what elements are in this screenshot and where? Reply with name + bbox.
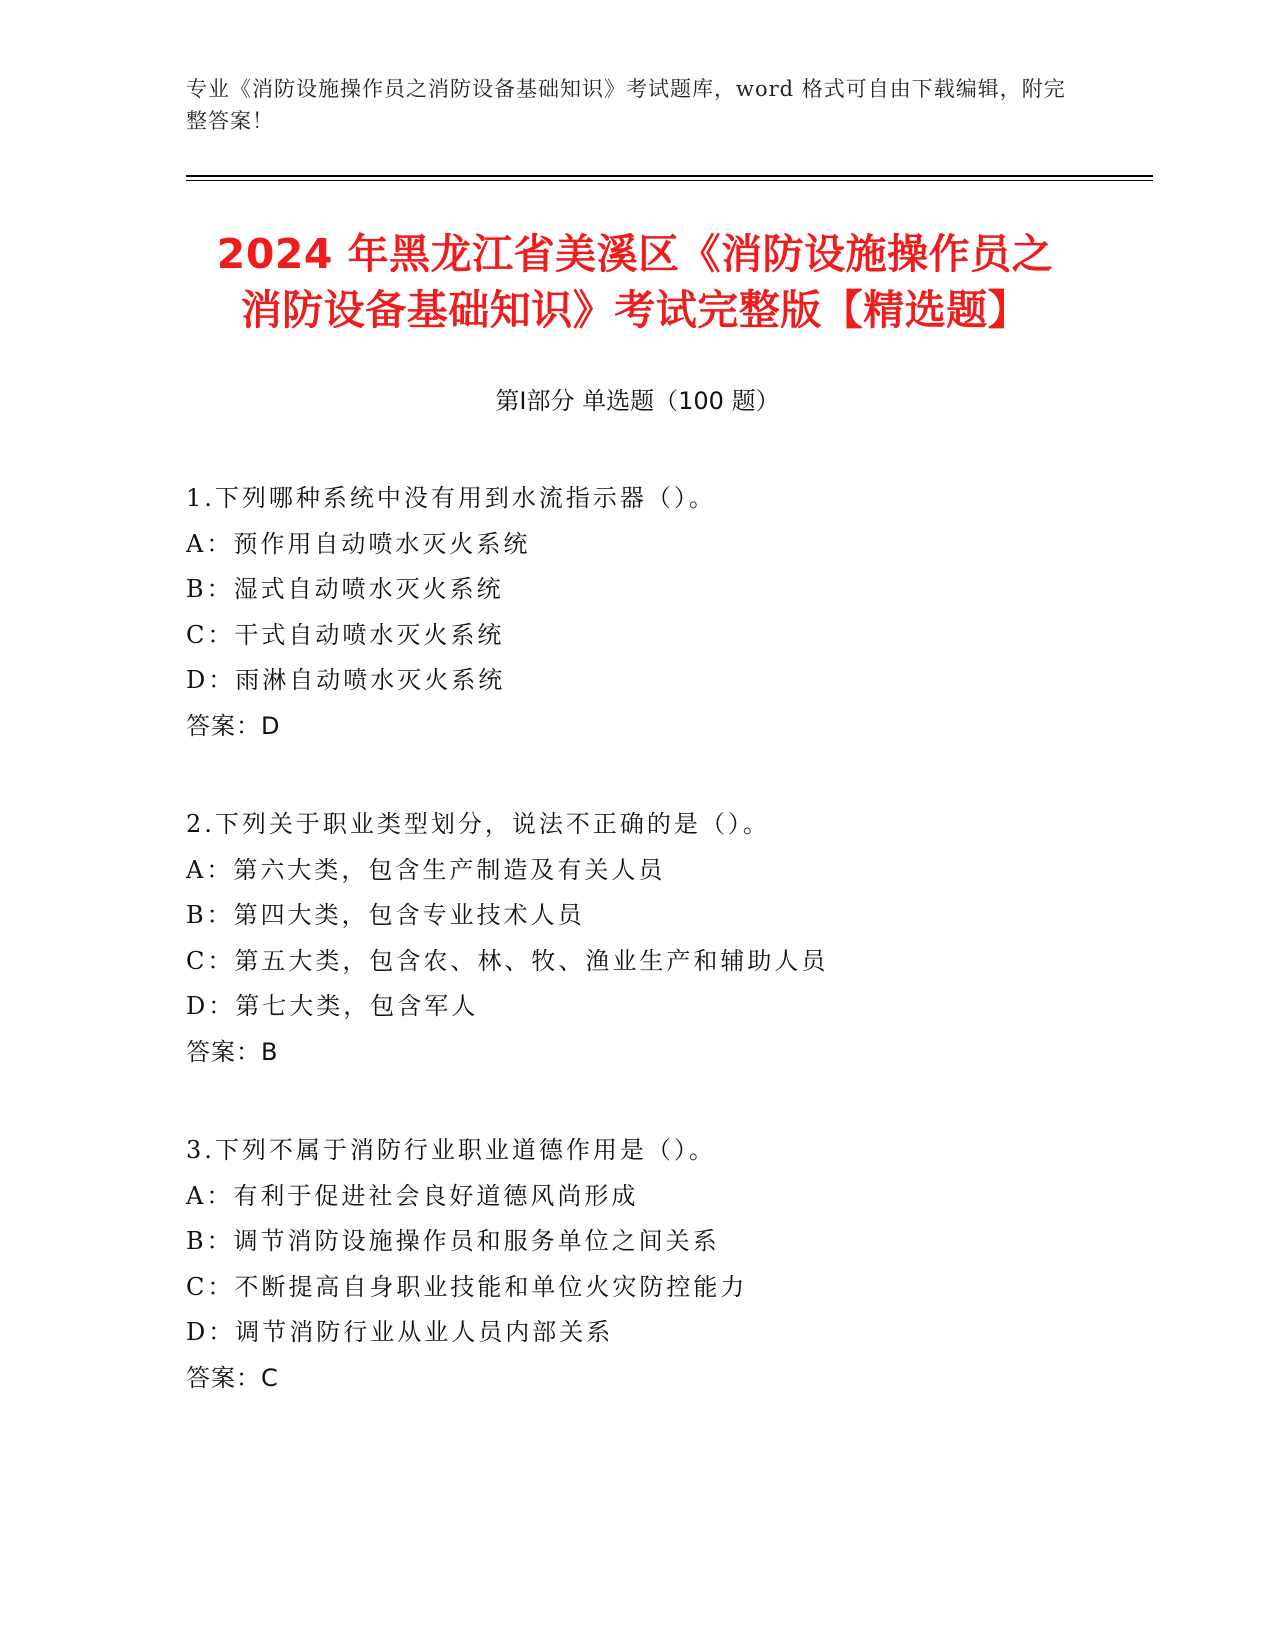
document-title-line-1: 2024 年黑龙江省美溪区《消防设施操作员之 xyxy=(216,230,1054,278)
option-a: A：第六大类，包含生产制造及有关人员 xyxy=(186,855,666,884)
option-d: D：调节消防行业从业人员内部关系 xyxy=(186,1318,614,1346)
option-c: C：不断提高自身职业技能和单位火灾防控能力 xyxy=(186,1272,748,1301)
question-stem: 2.下列关于职业类型划分，说法不正确的是（）。 xyxy=(186,810,770,838)
option-b: B：第四大类，包含专业技术人员 xyxy=(186,901,585,929)
option-c: C：干式自动喷水灭火系统 xyxy=(186,620,505,649)
answer-line: 答案：D xyxy=(186,711,281,740)
header-note: 专业《消防设施操作员之消防设备基础知识》考试题库，word 格式可自由下载编辑，附完整答案！ xyxy=(186,77,1066,133)
answer-line: 答案：C xyxy=(186,1363,279,1392)
question-list xyxy=(186,476,1146,1454)
document-title-line-2: 消防设备基础知识》考试完整版【精选题】 xyxy=(240,286,1030,334)
option-b: B：湿式自动喷水灭火系统 xyxy=(186,575,504,603)
question-stem: 1.下列哪种系统中没有用到水流指示器（）。 xyxy=(186,484,716,512)
option-c: C：第五大类，包含农、林、牧、渔业生产和辅助人员 xyxy=(186,946,829,975)
option-a: A：预作用自动喷水灭火系统 xyxy=(186,529,531,558)
question-2 xyxy=(186,802,1146,1075)
question-stem: 3.下列不属于消防行业职业道德作用是（）。 xyxy=(186,1136,716,1164)
question-1 xyxy=(186,476,1146,749)
header-divider-thin xyxy=(186,180,1153,181)
option-d: D：雨淋自动喷水灭火系统 xyxy=(186,666,506,694)
question-3 xyxy=(186,1128,1146,1401)
option-b: B：调节消防设施操作员和服务单位之间关系 xyxy=(186,1227,720,1255)
option-a: A：有利于促进社会良好道德风尚形成 xyxy=(186,1181,639,1210)
document-title xyxy=(160,226,1110,338)
section-heading: 第Ⅰ部分 单选题（100 题） xyxy=(495,387,780,415)
answer-line: 答案：B xyxy=(186,1037,279,1066)
header-divider-thick xyxy=(186,175,1153,177)
option-d: D：第七大类，包含军人 xyxy=(186,992,479,1020)
